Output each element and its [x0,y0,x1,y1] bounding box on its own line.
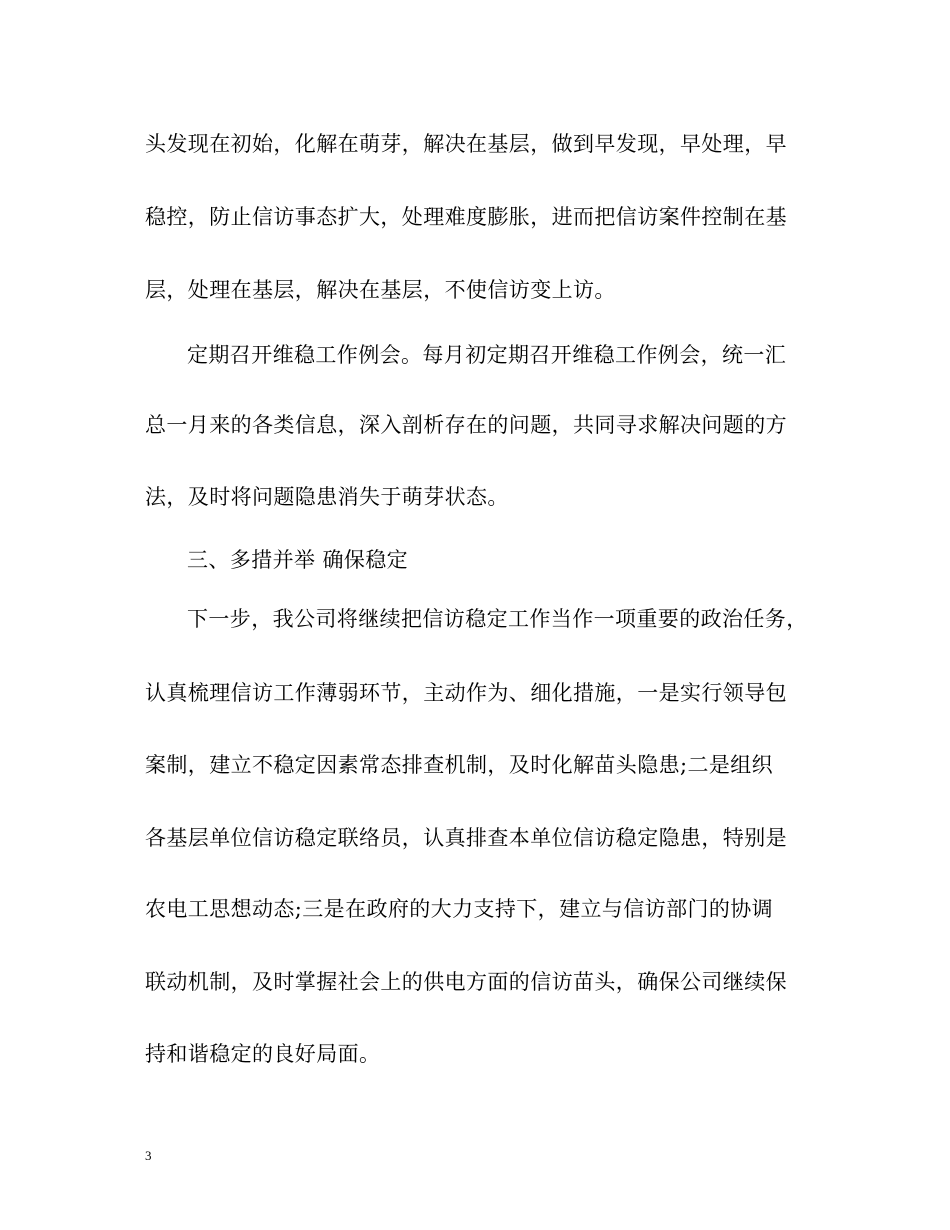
text-line: 认真梳理信访工作薄弱环节，主动作为、细化措施，一是实行领导包 [145,681,787,705]
text-line: 头发现在初始，化解在萌芽，解决在基层，做到早发现，早处理，早 [145,132,787,156]
text-line: 农电工思想动态;三是在政府的大力支持下，建立与信访部门的协调 [145,897,774,921]
text-line: 层，处理在基层，解决在基层，不使信访变上访。 [145,278,616,302]
text-line: 稳控，防止信访事态扩大，处理难度膨胀，进而把信访案件控制在基 [145,205,787,229]
text-line: 持和谐稳定的良好局面。 [145,1042,381,1066]
text-line: 案制，建立不稳定因素常态排查机制，及时化解苗头隐患;二是组织 [145,753,774,777]
paragraph-first-line: 下一步，我公司将继续把信访稳定工作当作一项重要的政治任务， [187,607,808,631]
page-number: 3 [145,1148,152,1163]
text-line: 联动机制，及时掌握社会上的供电方面的信访苗头，确保公司继续保 [145,970,787,994]
text-line: 法，及时将问题隐患消失于萌芽状态。 [145,485,509,509]
paragraph-first-line: 定期召开维稳工作例会。每月初定期召开维稳工作例会，统一汇 [187,343,787,367]
text-line: 各基层单位信访稳定联络员，认真排查本单位信访稳定隐患，特别是 [145,826,787,850]
text-line: 总一月来的各类信息，深入剖析存在的问题，共同寻求解决问题的方 [145,413,787,437]
section-heading: 三、多措并举 确保稳定 [187,548,409,572]
